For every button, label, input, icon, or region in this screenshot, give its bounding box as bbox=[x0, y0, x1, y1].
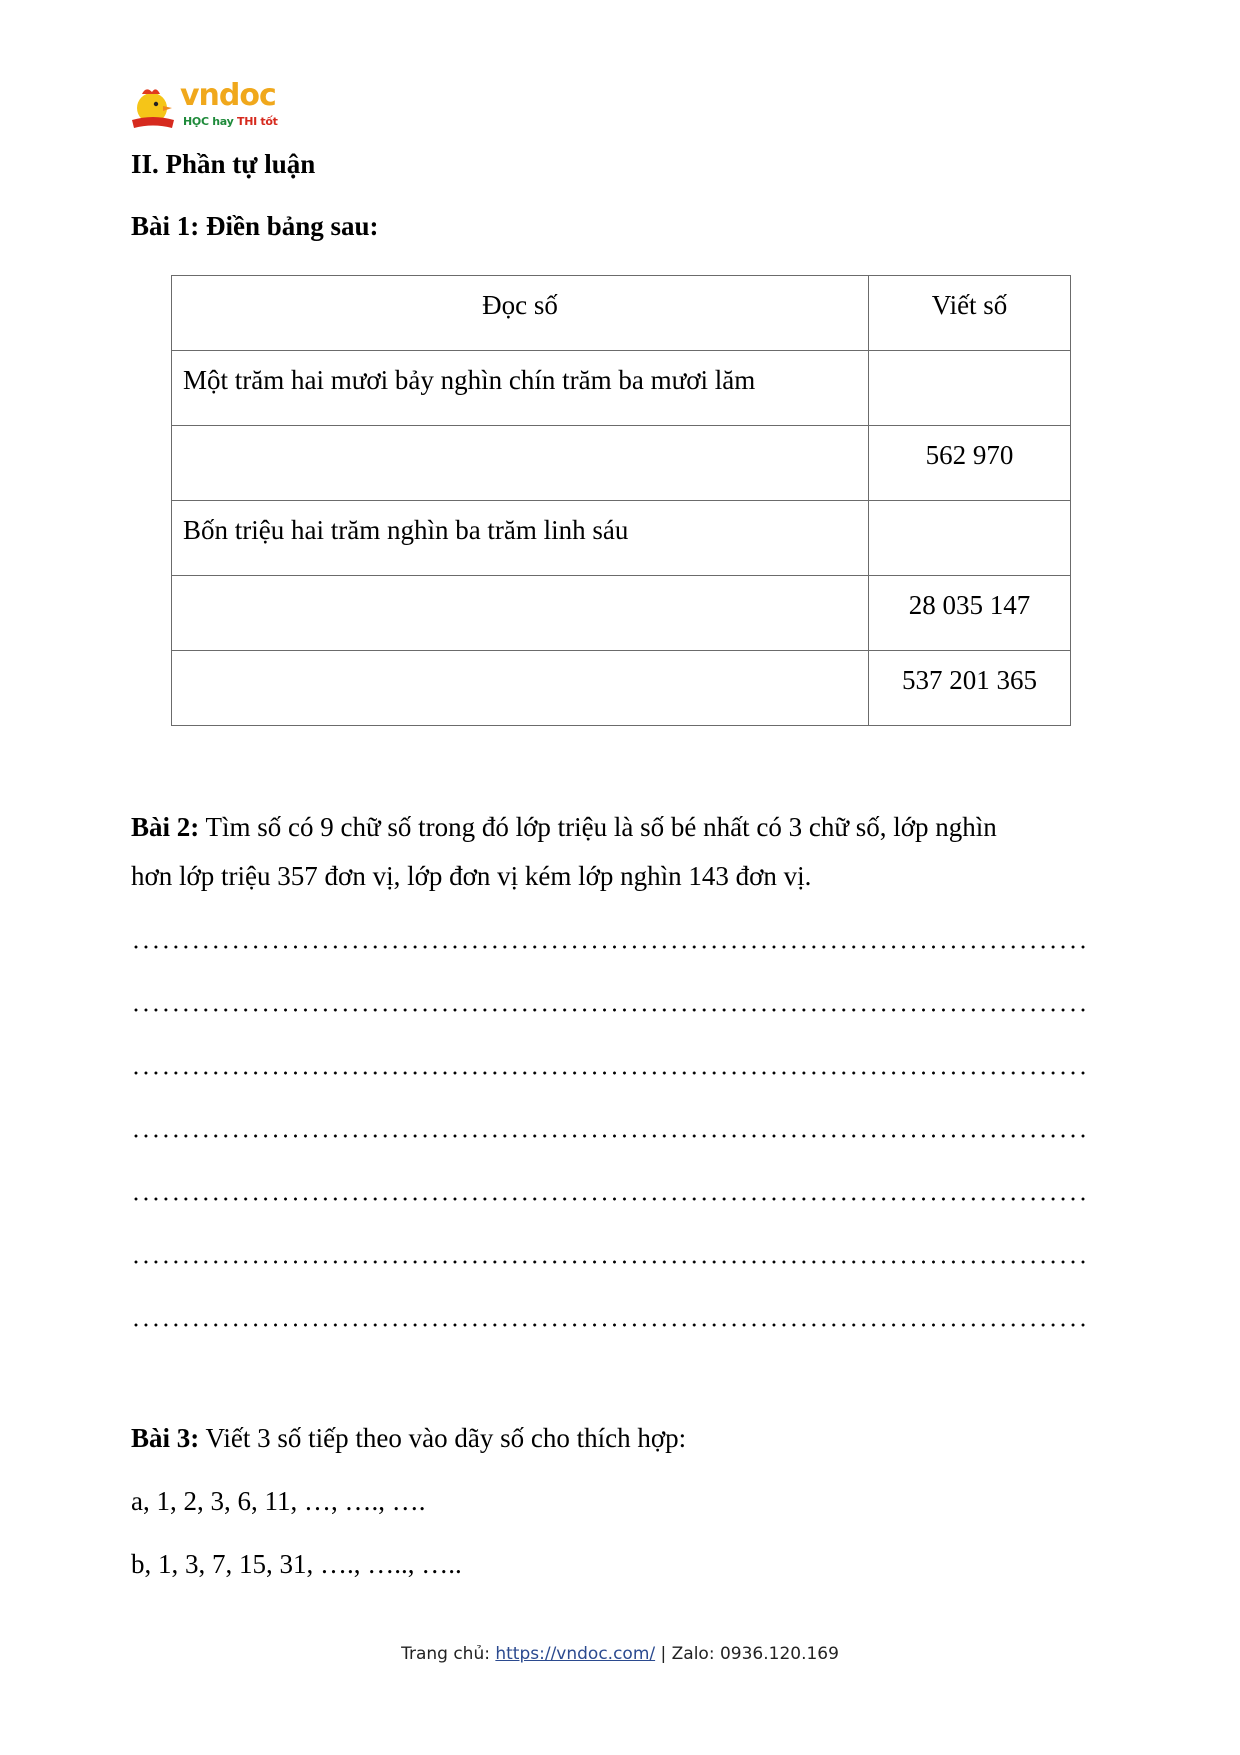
page-footer: Trang chủ: https://vndoc.com/ | Zalo: 0936.120.169 bbox=[401, 1644, 839, 1664]
answer-line bbox=[131, 1260, 1089, 1264]
answer-line bbox=[131, 1197, 1089, 1201]
cell-write bbox=[869, 501, 1071, 576]
table-row bbox=[172, 426, 1071, 501]
header-write-number: Viết số bbox=[869, 276, 1071, 351]
cell-write: 562 970 bbox=[869, 426, 1071, 501]
header-read-number: Đọc số bbox=[172, 276, 869, 351]
sequence-a: a, 1, 2, 3, 6, 11, …, …., …. bbox=[131, 1486, 426, 1516]
table-row bbox=[172, 576, 1071, 651]
cell-write bbox=[869, 351, 1071, 426]
answer-line bbox=[131, 1071, 1089, 1075]
table-row bbox=[172, 501, 1071, 576]
exercise-2-line-1: Bài 2: Tìm số có 9 chữ số trong đó lớp triệu là số bé nhất có 3 chữ số, lớp nghìn bbox=[131, 812, 997, 842]
table-row bbox=[172, 351, 1071, 426]
number-table bbox=[171, 275, 1071, 726]
cell-read: Một trăm hai mươi bảy nghìn chín trăm ba mươi lăm bbox=[172, 351, 869, 426]
exercise-2-line-2: hơn lớp triệu 357 đơn vị, lớp đơn vị kém lớp nghìn 143 đơn vị. bbox=[131, 861, 812, 891]
answer-line bbox=[131, 1323, 1089, 1327]
exercise-3-prompt: Bài 3: Viết 3 số tiếp theo vào dãy số cho thích hợp: bbox=[131, 1423, 687, 1453]
cell-read bbox=[172, 426, 869, 501]
sequence-b: b, 1, 3, 7, 15, 31, …., ….., ….. bbox=[131, 1549, 462, 1579]
cell-write: 537 201 365 bbox=[869, 651, 1071, 726]
exercise-1-title: Bài 1: Điền bảng sau: bbox=[131, 211, 379, 241]
section-title: II. Phần tự luận bbox=[131, 149, 316, 179]
exercise-3-label: Bài 3: bbox=[131, 1423, 200, 1453]
table-header-row bbox=[172, 276, 1071, 351]
cell-read bbox=[172, 651, 869, 726]
cell-read bbox=[172, 576, 869, 651]
vndoc-logo bbox=[130, 78, 290, 136]
homepage-link[interactable]: https://vndoc.com/ bbox=[495, 1644, 656, 1664]
answer-line bbox=[131, 1134, 1089, 1138]
answer-line bbox=[131, 945, 1089, 949]
table-row bbox=[172, 651, 1071, 726]
exercise-2-label: Bài 2: bbox=[131, 812, 200, 842]
logo-tagline: HỌC hay THI tốt bbox=[183, 115, 278, 128]
answer-line bbox=[131, 1008, 1089, 1012]
logo-brand-text: vndoc bbox=[180, 78, 276, 113]
cell-write: 28 035 147 bbox=[869, 576, 1071, 651]
cell-read: Bốn triệu hai trăm nghìn ba trăm linh sáu bbox=[172, 501, 869, 576]
rooster-mascot-icon bbox=[130, 86, 176, 130]
